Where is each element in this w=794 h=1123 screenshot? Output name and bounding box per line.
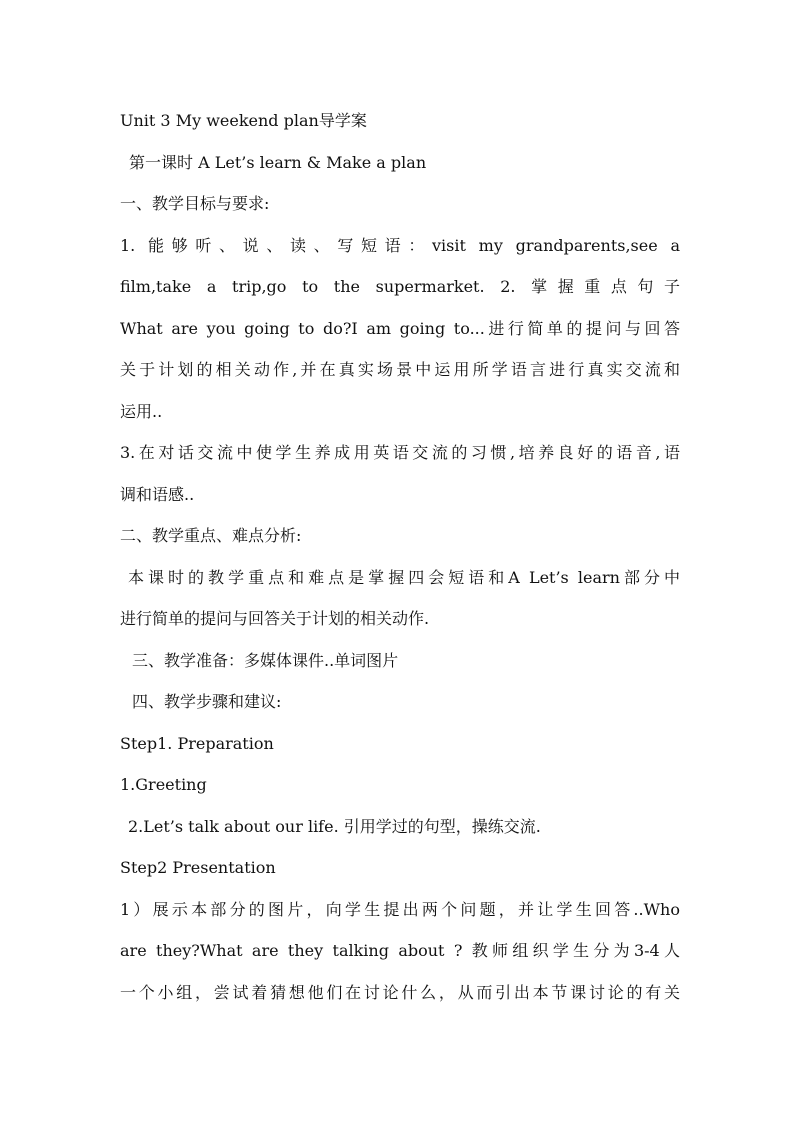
lesson-heading: 第一课时 A Let’s learn & Make a plan <box>129 152 427 172</box>
objectives-line: What are you going to do?I am going to...进行简单的提问与回答 <box>120 318 680 338</box>
section-heading-objectives: 一、教学目标与要求: <box>120 194 270 213</box>
section-heading-preparation: 三、教学准备：多媒体课件..单词图片 <box>132 650 399 670</box>
objectives-line: 3.在对话交流中使学生养成用英语交流的习惯,培养良好的语音,语 <box>120 443 680 462</box>
section-heading-key-points: 二、教学重点、难点分析: <box>120 526 302 545</box>
key-points-line: 本课时的教学重点和难点是掌握四会短语和A Let’s learn部分中 <box>128 567 680 587</box>
objectives-line: 调和语感.. <box>120 484 195 504</box>
step2-line: 一个小组，尝试着猜想他们在讨论什么，从而引出本节课讨论的有关 <box>120 982 680 1002</box>
step1-item: 1.Greeting <box>120 775 207 794</box>
objectives-line: film,take a trip,go to the supermarket. 2. 掌握重点句子 <box>120 277 680 296</box>
step2-heading: Step2 Presentation <box>120 858 276 877</box>
objectives-line: 关于计划的相关动作,并在真实场景中运用所学语言进行真实交流和 <box>120 360 680 379</box>
objectives-line: 1. 能够听、说、读、写短语：visit my grandparents,see a <box>120 235 680 255</box>
document-body <box>120 100 680 1013</box>
document-title: Unit 3 My weekend plan导学案 <box>120 111 367 130</box>
objectives-line: 运用.. <box>120 401 163 421</box>
key-points-line: 进行简单的提问与回答关于计划的相关动作. <box>120 609 430 628</box>
step1-item: 2.Let’s talk about our life. 引用学过的句型，操练交流. <box>128 816 541 836</box>
step1-heading: Step1. Preparation <box>120 733 274 753</box>
step2-line: are they?What are they talking about ? 教师组织学生分为3-4人 <box>120 941 680 960</box>
section-heading-steps: 四、教学步骤和建议: <box>132 692 282 711</box>
step2-line: 1）展示本部分的图片，向学生提出两个问题，并让学生回答..Who <box>120 899 680 919</box>
